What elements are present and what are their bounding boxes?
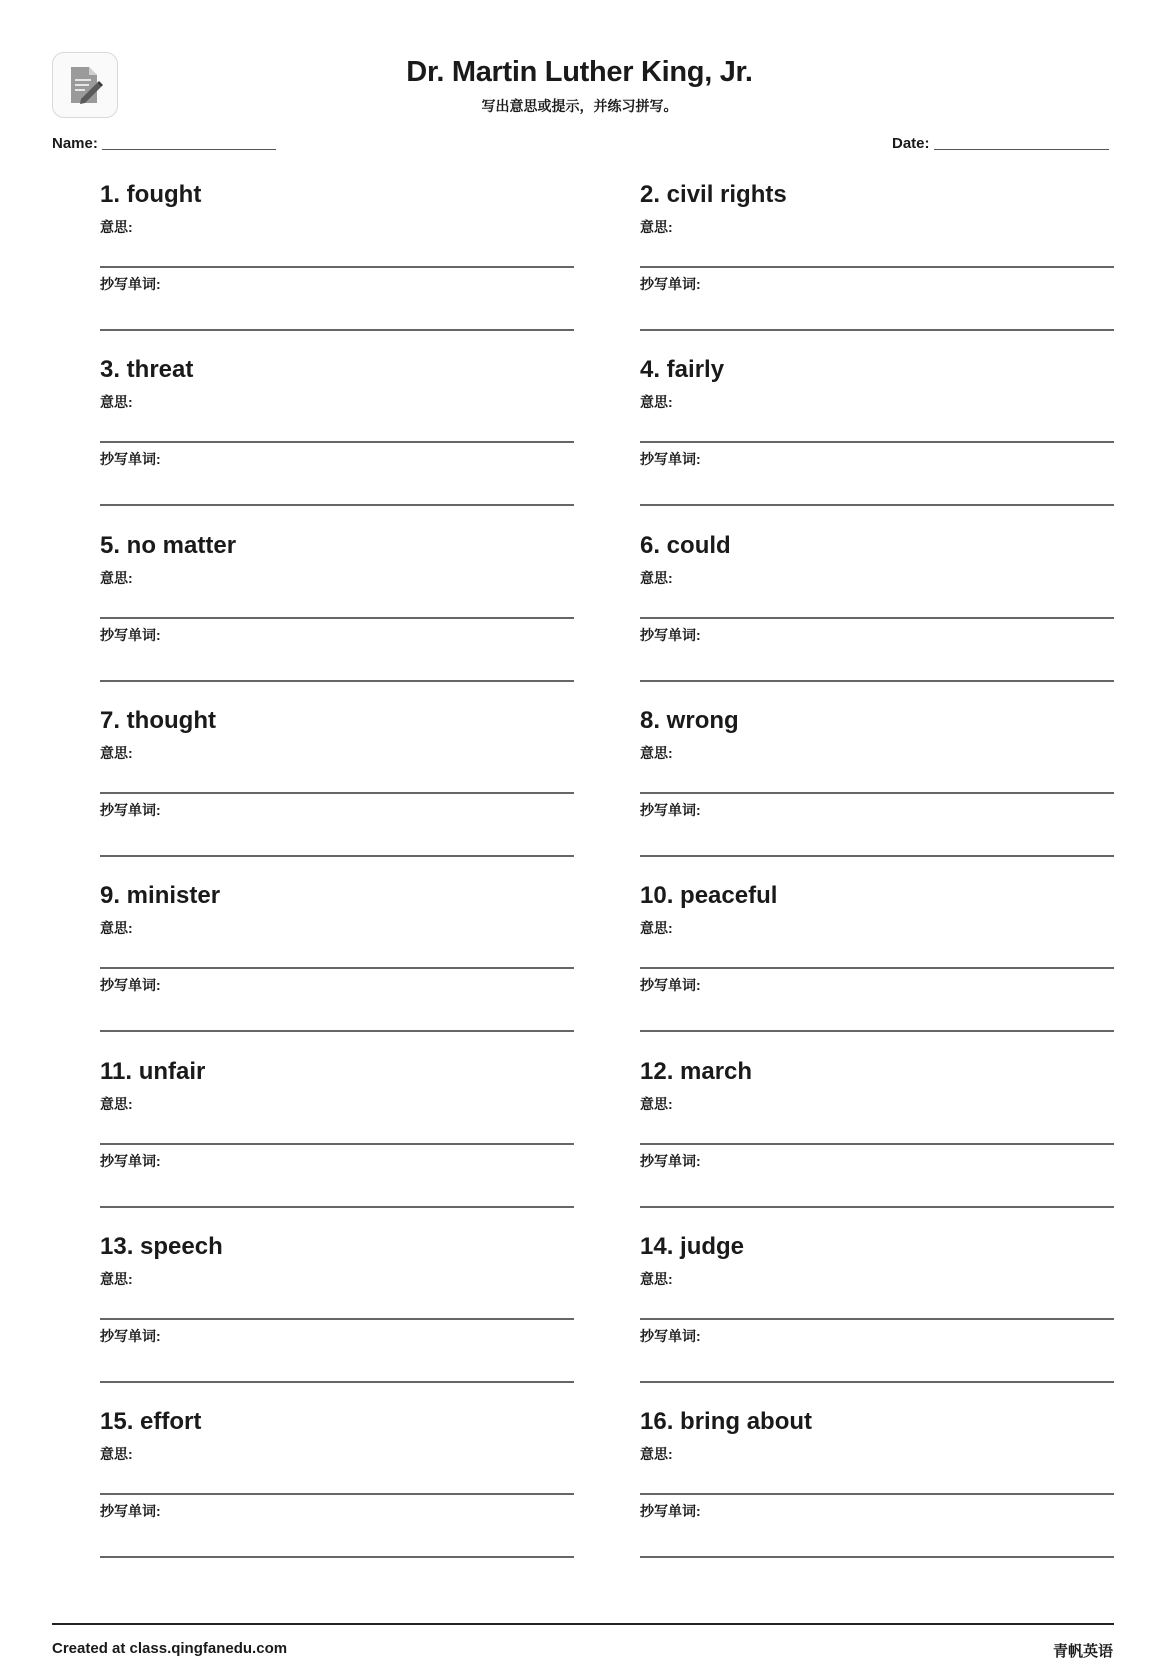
- copy-word-answer-line[interactable]: [100, 1030, 574, 1032]
- vocab-word: 15. effort: [100, 1408, 202, 1435]
- footer-credit: Created at class.qingfanedu.com: [52, 1640, 288, 1657]
- copy-word-label: 抄写单词:: [100, 276, 161, 292]
- meaning-answer-line[interactable]: [100, 1493, 574, 1495]
- page-title: Dr. Martin Luther King, Jr.: [406, 56, 753, 88]
- copy-word-label: 抄写单词:: [640, 451, 701, 467]
- meaning-answer-line[interactable]: [100, 792, 574, 794]
- vocab-word: 7. thought: [100, 707, 216, 734]
- meaning-answer-line[interactable]: [640, 1493, 1114, 1495]
- meaning-answer-line[interactable]: [100, 1143, 574, 1145]
- meaning-answer-line[interactable]: [640, 266, 1114, 268]
- vocab-word: 2. civil rights: [640, 181, 787, 208]
- copy-word-label: 抄写单词:: [640, 1328, 701, 1344]
- meaning-label: 意思:: [100, 745, 133, 761]
- vocab-word: 10. peaceful: [640, 882, 778, 909]
- meaning-label: 意思:: [100, 920, 133, 936]
- meaning-label: 意思:: [100, 1271, 133, 1287]
- copy-word-answer-line[interactable]: [640, 1206, 1114, 1208]
- meaning-label: 意思:: [640, 1446, 673, 1462]
- vocab-word: 14. judge: [640, 1233, 745, 1260]
- vocab-word: 16. bring about: [640, 1408, 813, 1435]
- vocab-word: 6. could: [640, 532, 731, 559]
- copy-word-answer-line[interactable]: [100, 1381, 574, 1383]
- copy-word-answer-line[interactable]: [640, 1381, 1114, 1383]
- vocab-word: 3. threat: [100, 356, 194, 383]
- meaning-answer-line[interactable]: [100, 1318, 574, 1320]
- copy-word-label: 抄写单词:: [640, 627, 701, 643]
- meaning-label: 意思:: [100, 570, 133, 586]
- meaning-answer-line[interactable]: [640, 792, 1114, 794]
- meaning-label: 意思:: [100, 394, 133, 410]
- meaning-answer-line[interactable]: [640, 967, 1114, 969]
- copy-word-label: 抄写单词:: [640, 1153, 701, 1169]
- vocab-word: 11. unfair: [100, 1058, 206, 1085]
- meaning-label: 意思:: [640, 570, 673, 586]
- copy-word-answer-line[interactable]: [100, 1206, 574, 1208]
- meaning-label: 意思:: [100, 219, 133, 235]
- copy-word-answer-line[interactable]: [640, 1556, 1114, 1558]
- copy-word-answer-line[interactable]: [640, 504, 1114, 506]
- meaning-answer-line[interactable]: [640, 1143, 1114, 1145]
- meaning-label: 意思:: [640, 219, 673, 235]
- vocab-word: 13. speech: [100, 1233, 223, 1260]
- vocab-word: 8. wrong: [640, 707, 739, 734]
- copy-word-answer-line[interactable]: [100, 1556, 574, 1558]
- copy-word-label: 抄写单词:: [100, 1153, 161, 1169]
- copy-word-label: 抄写单词:: [100, 627, 161, 643]
- vocab-word: 4. fairly: [640, 356, 725, 383]
- meaning-answer-line[interactable]: [100, 617, 574, 619]
- copy-word-answer-line[interactable]: [640, 855, 1114, 857]
- copy-word-answer-line[interactable]: [100, 504, 574, 506]
- meaning-answer-line[interactable]: [640, 617, 1114, 619]
- meaning-label: 意思:: [100, 1096, 133, 1112]
- copy-word-answer-line[interactable]: [640, 680, 1114, 682]
- copy-word-answer-line[interactable]: [100, 329, 574, 331]
- copy-word-answer-line[interactable]: [640, 329, 1114, 331]
- copy-word-label: 抄写单词:: [640, 977, 701, 993]
- footer-divider: [52, 1623, 1114, 1625]
- copy-word-label: 抄写单词:: [100, 977, 161, 993]
- copy-word-label: 抄写单词:: [100, 451, 161, 467]
- meaning-answer-line[interactable]: [640, 441, 1114, 443]
- meaning-label: 意思:: [640, 920, 673, 936]
- meaning-label: 意思:: [640, 1271, 673, 1287]
- copy-word-label: 抄写单词:: [640, 802, 701, 818]
- meaning-label: 意思:: [100, 1446, 133, 1462]
- date-label: Date:: [892, 135, 930, 152]
- vocab-word: 5. no matter: [100, 532, 237, 559]
- meaning-answer-line[interactable]: [100, 441, 574, 443]
- page-subtitle: 写出意思或提示，并练习拼写。: [481, 98, 678, 114]
- meaning-answer-line[interactable]: [640, 1318, 1114, 1320]
- meaning-answer-line[interactable]: [100, 967, 574, 969]
- meaning-label: 意思:: [640, 1096, 673, 1112]
- copy-word-label: 抄写单词:: [100, 802, 161, 818]
- copy-word-label: 抄写单词:: [640, 1503, 701, 1519]
- vocab-word: 9. minister: [100, 882, 221, 909]
- meaning-answer-line[interactable]: [100, 266, 574, 268]
- copy-word-answer-line[interactable]: [640, 1030, 1114, 1032]
- copy-word-answer-line[interactable]: [100, 680, 574, 682]
- copy-word-answer-line[interactable]: [100, 855, 574, 857]
- copy-word-label: 抄写单词:: [100, 1503, 161, 1519]
- meaning-label: 意思:: [640, 745, 673, 761]
- vocab-word: 12. march: [640, 1058, 753, 1085]
- footer-brand: 青帆英语: [1052, 1643, 1113, 1660]
- vocab-word: 1. fought: [100, 181, 202, 208]
- copy-word-label: 抄写单词:: [640, 276, 701, 292]
- meaning-label: 意思:: [640, 394, 673, 410]
- copy-word-label: 抄写单词:: [100, 1328, 161, 1344]
- name-label: Name:: [52, 135, 98, 152]
